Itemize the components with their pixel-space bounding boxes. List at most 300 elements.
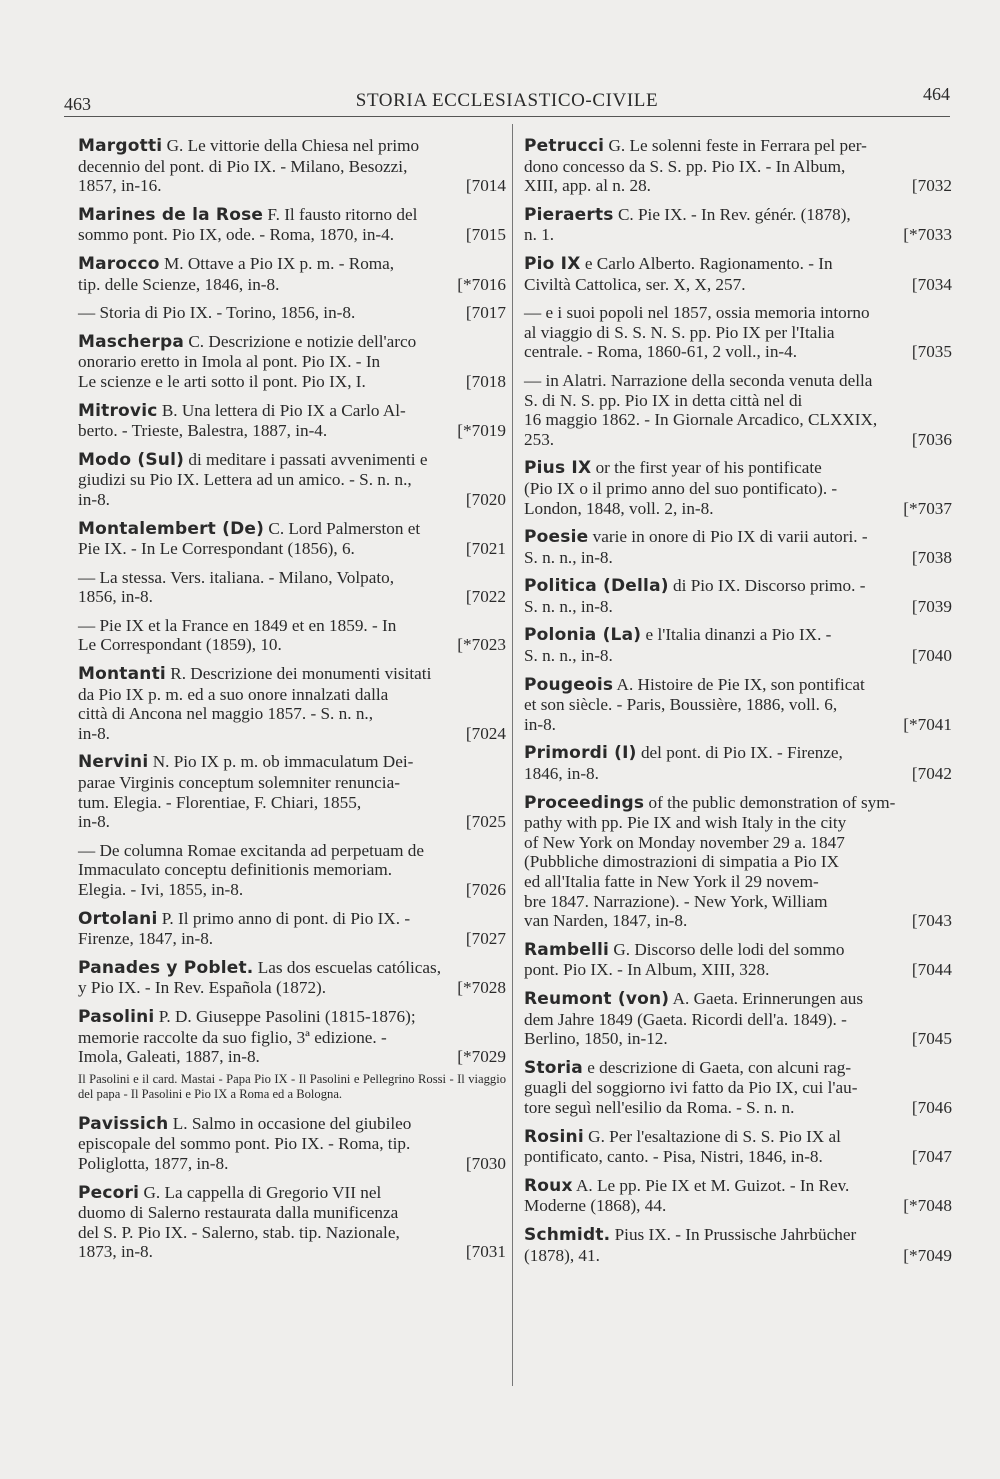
- entry-number: [*7049: [903, 1245, 952, 1265]
- bibliography-entry: [78, 1007, 506, 1067]
- entry-text: (1878), 41.: [524, 1245, 600, 1265]
- entry-text: duomo di Salerno restaurata dalla munificenza: [78, 1203, 399, 1223]
- bibliography-entry: [78, 1114, 506, 1174]
- entry-line: [524, 136, 952, 157]
- entry-line: [524, 342, 952, 362]
- entry-text: Berlino, 1850, in-12.: [524, 1029, 668, 1049]
- entry-number: [7015: [465, 225, 506, 245]
- bibliography-entry: [78, 303, 506, 323]
- entry-text: pont. Pio IX. - In Album, XIII, 328.: [524, 960, 770, 980]
- entry-line: [78, 176, 506, 196]
- entry-text: e Carlo Alberto. Ragionamento. - In: [584, 253, 833, 273]
- entry-text: P. D. Giuseppe Pasolini (1815-1876);: [158, 1006, 416, 1026]
- entry-text: M. Ottave a Pio IX p. m. - Roma,: [163, 253, 395, 273]
- entry-line: [78, 616, 506, 636]
- entry-text: Immaculato conceptu definitionis memoriam.: [78, 860, 393, 880]
- entry-line: [78, 490, 506, 510]
- entry-number: [7038: [911, 547, 952, 567]
- entry-author: Mascherpa: [78, 331, 185, 352]
- bibliography-entry: [78, 958, 506, 998]
- entry-line: [524, 371, 952, 391]
- entry-line: [524, 205, 952, 226]
- entry-text: in-8.: [524, 714, 556, 734]
- entry-number: [*7037: [903, 498, 952, 518]
- bibliography-entry: [78, 1183, 506, 1262]
- entry-text: — Storia di Pio IX. - Torino, 1856, in-8.: [78, 303, 356, 323]
- entry-line: [78, 205, 506, 226]
- page-number-left: 463: [64, 94, 91, 114]
- entry-author: Reumont (von): [524, 988, 670, 1009]
- bibliography-entry: [524, 254, 952, 294]
- entry-line: [78, 225, 506, 245]
- entry-line: [78, 519, 506, 540]
- entry-line: [78, 929, 506, 949]
- entry-number: [7026: [465, 880, 506, 899]
- entry-line: [78, 1028, 506, 1048]
- entry-text: R. Descrizione dei monumenti visitati: [170, 664, 432, 684]
- entry-text: e descrizione di Gaeta, con alcuni rag-: [587, 1057, 852, 1077]
- entry-text: Elegia. - Ivi, 1855, in-8.: [78, 880, 244, 899]
- entry-text: varie in onore di Pio IX di varii autori. -: [592, 527, 868, 547]
- entry-line: [524, 833, 952, 853]
- entry-text: Civiltà Cattolica, ser. X, X, 257.: [524, 274, 746, 294]
- entry-text: London, 1848, voll. 2, in-8.: [524, 498, 714, 518]
- running-header: [64, 82, 950, 117]
- entry-text: parae Virginis conceptum solemniter renuncia-: [78, 773, 400, 793]
- entry-text: episcopale del sommo pont. Pio IX. - Roma, tip.: [78, 1134, 411, 1154]
- bibliography-entry: [78, 616, 506, 655]
- bibliography-entry: [524, 371, 952, 449]
- entry-author: Pio IX: [524, 253, 581, 274]
- entry-line: [78, 352, 506, 372]
- entry-text: N. Pio IX p. m. ob immaculatum Dei-: [152, 752, 414, 772]
- entry-text: — De columna Romae excitanda ad perpetuam de: [78, 840, 424, 860]
- entry-text: Le scienze e le arti sotto il pont. Pio IX, I.: [78, 371, 366, 391]
- entry-author: Pius IX: [524, 458, 592, 479]
- entry-line: [78, 372, 506, 392]
- entry-number: [7042: [911, 764, 952, 784]
- entry-text: C. Pie IX. - In Rev. génér. (1878),: [617, 204, 851, 224]
- entry-text: pontificato, canto. - Pisa, Nistri, 1846, in-8.: [524, 1147, 823, 1167]
- entry-line: [78, 470, 506, 490]
- entry-text: G. La cappella di Gregorio VII nel: [143, 1182, 382, 1202]
- entry-text: in-8.: [78, 812, 110, 832]
- bibliography-entry: [524, 205, 952, 245]
- entry-line: [78, 860, 506, 880]
- entry-line: [78, 704, 506, 724]
- entry-line: [524, 852, 952, 872]
- entry-text: (Pio IX o il primo anno del suo pontificato). -: [524, 478, 838, 498]
- entry-author: Petrucci: [524, 136, 605, 156]
- bibliography-entry: [524, 136, 952, 196]
- entry-note: Il Pasolini e il card. Mastai - Papa Pio IX - Il Pasolini e Pellegrino Rossi - Il viaggio del papa - Il Pasolini e Pio IX a Roma ed a Bologna.: [78, 1071, 506, 1101]
- bibliography-entry: [524, 989, 952, 1049]
- entry-number: [7045: [911, 1029, 952, 1049]
- entry-author: Politica (Della): [524, 576, 669, 597]
- entry-text: C. Lord Palmerston et: [268, 518, 421, 538]
- entry-text: or the first year of his pontificate: [595, 458, 822, 478]
- entry-text: G. Per l'esaltazione di S. S. Pio IX al: [588, 1126, 841, 1146]
- entry-text: Poliglotta, 1877, in-8.: [78, 1153, 229, 1173]
- entry-line: [78, 332, 506, 353]
- entry-text: 253.: [524, 429, 555, 449]
- bibliography-entry: [524, 1127, 952, 1167]
- entry-line: [524, 157, 952, 177]
- entry-line: [78, 157, 506, 177]
- entry-text: XIII, app. al n. 28.: [524, 176, 651, 196]
- entry-text: y Pio IX. - In Rev. Española (1872).: [78, 978, 327, 998]
- entry-text: S. n. n., in-8.: [524, 646, 613, 666]
- entry-line: [524, 254, 952, 275]
- bibliography-entry: [78, 401, 506, 441]
- entry-author: Primordi (I): [524, 743, 637, 764]
- entry-line: [524, 303, 952, 323]
- entry-line: [78, 1007, 506, 1028]
- entry-text: — in Alatri. Narrazione della seconda venuta della: [524, 370, 873, 390]
- entry-text: G. Le vittorie della Chiesa nel primo: [166, 136, 420, 155]
- entry-line: [524, 813, 952, 833]
- entry-number: [7046: [911, 1097, 952, 1117]
- entry-text: L. Salmo in occasione del giubileo: [172, 1113, 412, 1133]
- entry-number: [*7023: [457, 635, 506, 655]
- bibliography-entry: [78, 664, 506, 743]
- bibliography-entry: [524, 527, 952, 567]
- entry-text: ed all'Italia fatte in New York il 29 novem-: [524, 872, 819, 891]
- bibliography-entry: [78, 450, 506, 510]
- bibliography-entry: [524, 1058, 952, 1118]
- entry-line: [524, 940, 952, 961]
- entry-author: Marocco: [78, 253, 160, 274]
- entry-text: P. Il primo anno di pont. di Pio IX. -: [161, 908, 411, 928]
- entry-line: [524, 548, 952, 568]
- entry-text: C. Descrizione e notizie dell'arco: [188, 331, 417, 351]
- entry-text: 16 maggio 1862. - In Giornale Arcadico, CLXXIX,: [524, 410, 878, 430]
- column-divider: [512, 124, 513, 1386]
- bibliography-entry: [78, 254, 506, 294]
- entry-line: [78, 812, 506, 832]
- entry-text: A. Le pp. Pie IX et M. Guizot. - In Rev.: [576, 1175, 850, 1195]
- entry-line: [78, 685, 506, 705]
- entry-author: Margotti: [78, 136, 163, 156]
- entry-author: Rosini: [524, 1126, 584, 1147]
- entry-text: 1856, in-8.: [78, 587, 153, 607]
- entry-line: [78, 880, 506, 900]
- entry-text: di Pio IX. Discorso primo. -: [673, 576, 866, 596]
- entry-number: [7030: [465, 1153, 506, 1173]
- bibliography-entry: [78, 841, 506, 900]
- entry-author: Pasolini: [78, 1006, 155, 1027]
- entry-author: Nervini: [78, 752, 149, 773]
- entry-text: Imola, Galeati, 1887, in-8.: [78, 1047, 260, 1067]
- entry-text: guagli del soggiorno ivi fatto da Pio IX, cui l'au-: [524, 1078, 858, 1098]
- entry-author: Roux: [524, 1175, 573, 1196]
- entry-text: del pont. di Pio IX. - Firenze,: [640, 743, 843, 763]
- entry-text: G. Discorso delle lodi del sommo: [613, 939, 845, 959]
- entry-number: [*7029: [457, 1047, 506, 1067]
- entry-line: [524, 695, 952, 715]
- entry-line: [524, 391, 952, 411]
- entry-line: [78, 635, 506, 655]
- entry-line: [524, 743, 952, 764]
- entry-text: 1857, in-16.: [78, 176, 162, 196]
- entry-line: [524, 576, 952, 597]
- entry-text: 1873, in-8.: [78, 1242, 153, 1262]
- entry-text: of the public demonstration of sym-: [648, 792, 896, 812]
- entry-text: berto. - Trieste, Balestra, 1887, in-4.: [78, 421, 328, 441]
- entry-line: [78, 1134, 506, 1154]
- entry-number: [7040: [911, 646, 952, 666]
- bibliography-entry: [78, 519, 506, 559]
- entry-line: [78, 978, 506, 998]
- entry-number: [7024: [465, 723, 506, 743]
- entry-text: of New York on Monday november 29 a. 1847: [524, 832, 845, 852]
- entry-number: [7044: [911, 960, 952, 980]
- entry-number: [*7048: [903, 1196, 952, 1216]
- bibliography-entry: [78, 136, 506, 196]
- entry-text: S. n. n., in-8.: [524, 547, 613, 567]
- bibliography-entry: [524, 1176, 952, 1216]
- entry-line: [78, 752, 506, 773]
- entry-text: S. n. n., in-8.: [524, 596, 613, 616]
- bibliography-entry: [524, 303, 952, 362]
- entry-line: [524, 323, 952, 343]
- entry-text: n. 1.: [524, 225, 555, 245]
- entry-line: [524, 675, 952, 696]
- entry-number: [*7019: [457, 421, 506, 441]
- entry-line: [524, 625, 952, 646]
- entry-text: da Pio IX p. m. ed a suo onore innalzati dalla: [78, 684, 389, 704]
- entry-line: [78, 1047, 506, 1067]
- entry-text: Pie IX. - In Le Correspondant (1856), 6.: [78, 539, 355, 559]
- entry-text: F. Il fausto ritorno del: [267, 204, 418, 224]
- entry-line: [524, 225, 952, 245]
- entry-line: [524, 430, 952, 450]
- entry-line: [78, 539, 506, 559]
- entry-text: centrale. - Roma, 1860-61, 2 voll., in-4.: [524, 342, 798, 362]
- entry-line: [524, 1078, 952, 1098]
- entry-author: Montanti: [78, 664, 166, 685]
- entry-text: van Narden, 1847, in-8.: [524, 911, 688, 931]
- entry-text: memorie raccolte da suo figlio, 3ª edizione. -: [78, 1027, 387, 1047]
- entry-line: [78, 275, 506, 295]
- entry-number: [7035: [911, 342, 952, 362]
- entry-author: Pieraerts: [524, 204, 614, 225]
- entry-line: [78, 1183, 506, 1204]
- entry-number: [7031: [465, 1242, 506, 1262]
- entry-line: [524, 715, 952, 735]
- entry-line: [78, 254, 506, 275]
- entry-author: Panades y Poblet.: [78, 957, 254, 978]
- bibliography-entry: [524, 743, 952, 783]
- entry-text: — La stessa. Vers. italiana. - Milano, Volpato,: [78, 567, 395, 587]
- entry-number: [*7033: [903, 225, 952, 245]
- entry-author: Schmidt.: [524, 1224, 611, 1245]
- entry-number: [7020: [465, 489, 506, 509]
- entry-text: decennio del pont. di Pio IX. - Milano, Besozzi,: [78, 156, 408, 176]
- entry-line: [524, 892, 952, 912]
- entry-line: [78, 303, 506, 323]
- entry-text: bre 1847. Narrazione). - New York, William: [524, 891, 828, 911]
- entry-text: tore seguì nell'esilio da Roma. - S. n. n.: [524, 1097, 795, 1117]
- entry-line: [524, 1029, 952, 1049]
- entry-text: del S. P. Pio IX. - Salerno, stab. tip. Nazionale,: [78, 1222, 400, 1242]
- entry-author: Montalembert (De): [78, 518, 265, 539]
- entry-number: [*7028: [457, 978, 506, 998]
- entry-text: Firenze, 1847, in-8.: [78, 929, 214, 949]
- bibliography-entry: [78, 332, 506, 392]
- entry-author: Pavissich: [78, 1113, 169, 1134]
- entry-number: [7047: [911, 1147, 952, 1167]
- entry-text: in-8.: [78, 723, 110, 743]
- bibliography-entry: [524, 1225, 952, 1265]
- entry-number: [7018: [465, 371, 506, 391]
- entry-number: [7017: [465, 303, 506, 323]
- entry-line: [78, 401, 506, 422]
- bibliography-entry: [78, 909, 506, 949]
- entry-line: [524, 911, 952, 931]
- entry-number: [7036: [911, 429, 952, 449]
- entry-line: [78, 421, 506, 441]
- entry-text: (Pubbliche dimostrazioni di simpatia a Pio IX: [524, 852, 840, 872]
- entry-line: [524, 275, 952, 295]
- page-number-right: 464: [923, 84, 950, 104]
- entry-text: 1846, in-8.: [524, 764, 599, 784]
- entry-author: Poesie: [524, 527, 589, 548]
- entry-line: [524, 1147, 952, 1167]
- bibliography-entry: [78, 568, 506, 607]
- entry-line: [524, 1176, 952, 1197]
- bibliography-entry: [524, 625, 952, 665]
- bibliography-entry: [78, 205, 506, 245]
- entry-author: Mitrovic: [78, 400, 158, 421]
- entry-text: Pius IX. - In Prussische Jahrbücher: [614, 1224, 857, 1244]
- entry-line: [524, 499, 952, 519]
- entry-number: [7014: [465, 176, 506, 196]
- entry-line: [524, 989, 952, 1010]
- entry-line: [524, 872, 952, 892]
- bibliography-entry: [524, 458, 952, 518]
- right-column: [524, 136, 952, 1274]
- entry-author: Pecori: [78, 1182, 140, 1203]
- entry-line: [78, 773, 506, 793]
- entry-line: [78, 1242, 506, 1262]
- entry-line: [78, 1114, 506, 1135]
- entry-line: [524, 1058, 952, 1079]
- entry-text: Moderne (1868), 44.: [524, 1196, 667, 1216]
- entry-author: Storia: [524, 1057, 583, 1078]
- bibliography-entry: [524, 576, 952, 616]
- entry-line: [78, 1154, 506, 1174]
- entry-line: [78, 664, 506, 685]
- entry-text: al viaggio di S. S. N. S. pp. Pio IX per l'Italia: [524, 322, 835, 342]
- entry-line: [524, 410, 952, 430]
- entry-line: [524, 1225, 952, 1246]
- entry-author: Marines de la Rose: [78, 204, 264, 225]
- bibliography-entry: [524, 793, 952, 931]
- entry-text: Las dos escuelas católicas,: [257, 957, 441, 977]
- entry-number: [7022: [465, 587, 506, 607]
- entry-line: [524, 1196, 952, 1216]
- entry-number: [7027: [465, 929, 506, 949]
- entry-text: città di Ancona nel maggio 1857. - S. n. n.,: [78, 704, 374, 724]
- entry-text: G. Le solenni feste in Ferrara pel per-: [608, 136, 867, 155]
- entry-text: B. Una lettera di Pio IX a Carlo Al-: [161, 400, 406, 420]
- entry-number: [7043: [911, 911, 952, 931]
- entry-line: [78, 841, 506, 861]
- entry-line: [78, 1203, 506, 1223]
- entry-text: giudizi su Pio IX. Lettera ad un amico. - S. n. n.,: [78, 470, 412, 490]
- entry-number: [7032: [911, 176, 952, 196]
- entry-text: e l'Italia dinanzi a Pio IX. -: [645, 625, 832, 645]
- entry-line: [78, 793, 506, 813]
- entry-line: [524, 597, 952, 617]
- entry-line: [524, 1246, 952, 1266]
- entry-line: [524, 1010, 952, 1030]
- entry-line: [78, 724, 506, 744]
- entry-text: A. Gaeta. Erinnerungen aus: [672, 988, 864, 1008]
- entry-text: — e i suoi popoli nel 1857, ossia memoria intorno: [524, 303, 870, 323]
- entry-line: [524, 1098, 952, 1118]
- entry-line: [78, 450, 506, 471]
- entry-text: Le Correspondant (1859), 10.: [78, 635, 282, 655]
- entry-author: Proceedings: [524, 792, 645, 813]
- entry-number: [*7016: [457, 274, 506, 294]
- entry-text: et son siècle. - Paris, Boussière, 1886, voll. 6,: [524, 695, 838, 715]
- entry-number: [7039: [911, 596, 952, 616]
- entry-line: [524, 960, 952, 980]
- entry-text: tum. Elegia. - Florentiae, F. Chiari, 1855,: [78, 792, 362, 812]
- bibliography-entry: [524, 940, 952, 980]
- entry-text: di meditare i passati avvenimenti e: [188, 449, 428, 469]
- entry-author: Polonia (La): [524, 625, 642, 646]
- entry-text: A. Histoire de Pie IX, son pontificat: [616, 674, 865, 694]
- entry-line: [524, 176, 952, 196]
- entry-line: [524, 764, 952, 784]
- entry-line: [78, 136, 506, 157]
- entry-line: [78, 909, 506, 930]
- entry-text: pathy with pp. Pie IX and wish Italy in the city: [524, 813, 847, 833]
- entry-line: [524, 1127, 952, 1148]
- entry-line: [524, 793, 952, 814]
- entry-number: [7021: [465, 539, 506, 559]
- entry-number: [*7041: [903, 714, 952, 734]
- entry-author: Ortolani: [78, 908, 158, 929]
- entry-text: dono concesso da S. S. pp. Pio IX. - In Album,: [524, 156, 846, 176]
- entry-line: [524, 458, 952, 479]
- entry-author: Pougeois: [524, 674, 614, 695]
- entry-line: [78, 568, 506, 588]
- entry-line: [78, 587, 506, 607]
- entry-text: — Pie IX et la France en 1849 et en 1859. - In: [78, 615, 397, 635]
- entry-number: [7025: [465, 812, 506, 832]
- entry-number: [7034: [911, 274, 952, 294]
- entry-line: [78, 958, 506, 979]
- bibliography-entry: [78, 752, 506, 831]
- entry-text: dem Jahre 1849 (Gaeta. Ricordi dell'a. 1849). -: [524, 1009, 847, 1029]
- entry-text: sommo pont. Pio IX, ode. - Roma, 1870, in-4.: [78, 225, 395, 245]
- entry-text: tip. delle Scienze, 1846, in-8.: [78, 274, 280, 294]
- entry-line: [524, 479, 952, 499]
- bibliography-entry: [524, 675, 952, 735]
- entry-text: S. di N. S. pp. Pio IX in detta città nel di: [524, 390, 803, 410]
- entry-line: [78, 1223, 506, 1243]
- left-column: [78, 136, 506, 1271]
- entry-author: Modo (Sul): [78, 449, 185, 470]
- page-title: STORIA ECCLESIASTICO-CIVILE: [355, 90, 659, 111]
- entry-line: [524, 646, 952, 666]
- entry-text: onorario eretto in Imola al pont. Pio IX. - In: [78, 352, 381, 372]
- entry-author: Rambelli: [524, 939, 610, 960]
